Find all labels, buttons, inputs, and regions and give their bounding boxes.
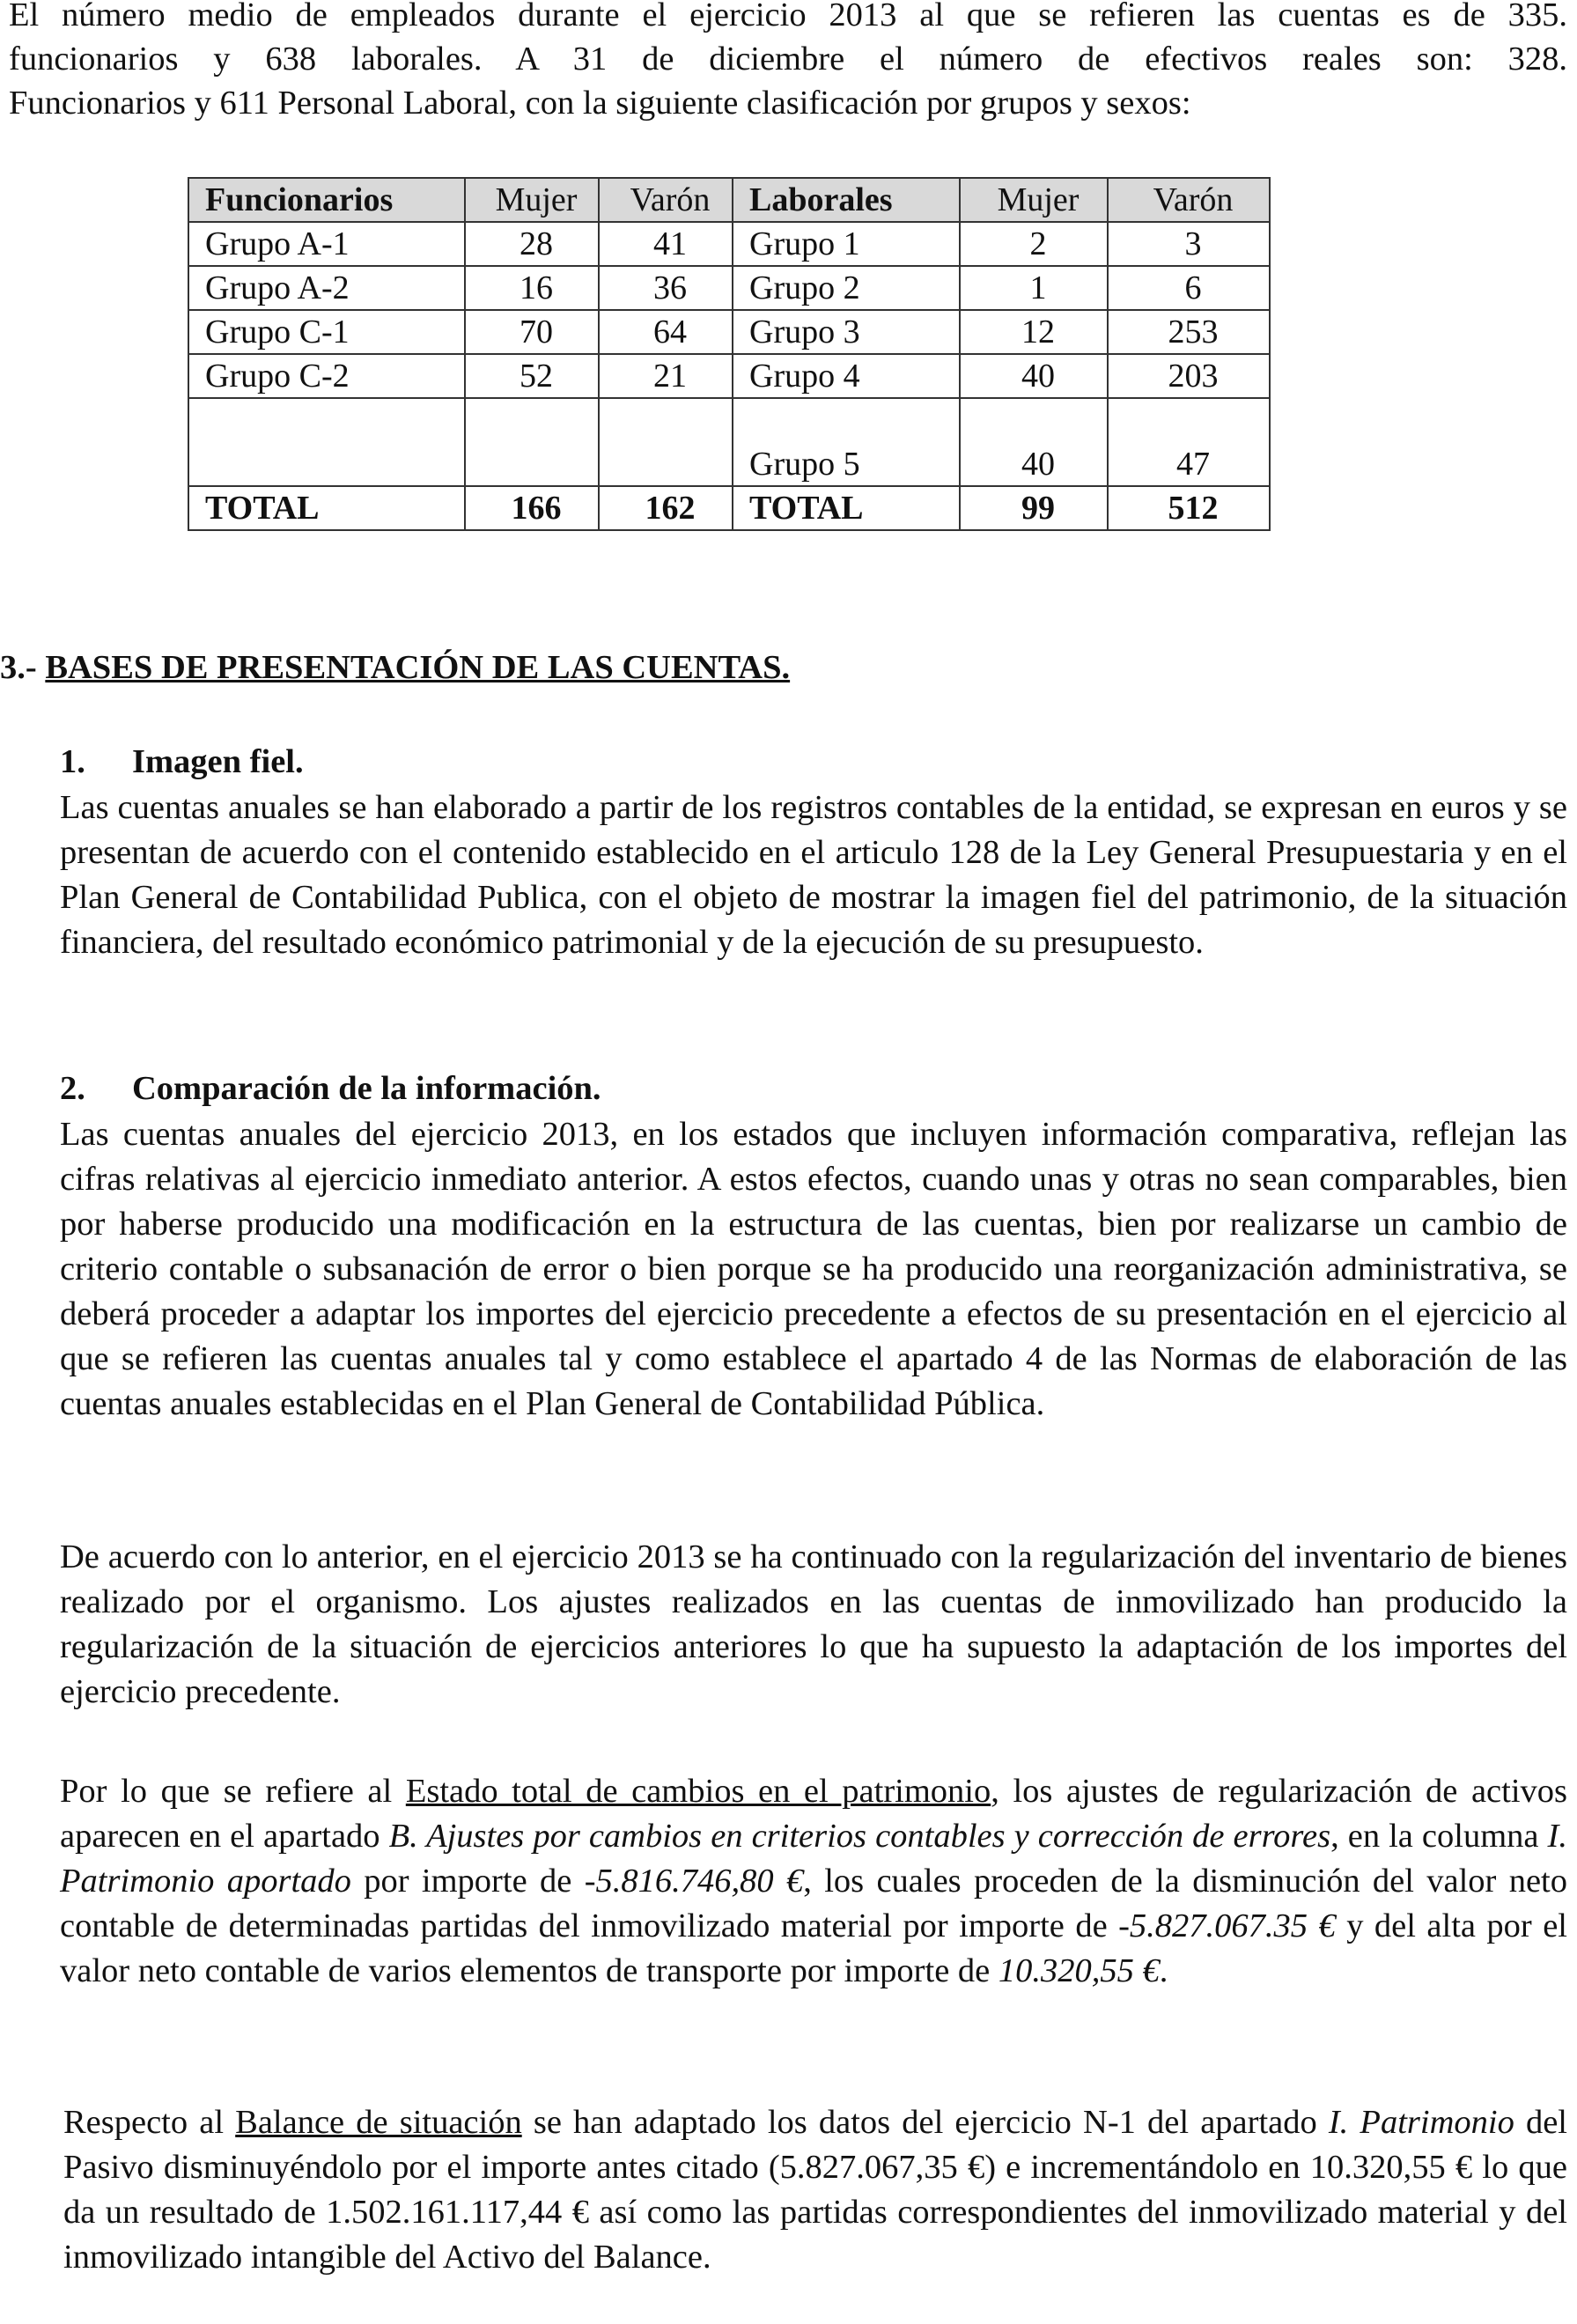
table-cell: 253 <box>1108 310 1270 354</box>
col-header-funcionarios: Funcionarios <box>188 178 465 222</box>
intro-line-3: Funcionarios y 611 Personal Laboral, con la siguiente clasificación por grupos y sexos: <box>9 85 1191 122</box>
text-run: , los cuales proceden de la disminución del valor neto contable de determinadas partidas del inmovilizado material por importe de <box>60 1863 1568 1944</box>
table-cell: 2 <box>960 222 1108 266</box>
table-cell: 12 <box>960 310 1108 354</box>
table-cell <box>1108 398 1270 443</box>
table-cell: 28 <box>465 222 599 266</box>
text-run: , en la columna <box>1330 1818 1548 1855</box>
text-run: , los ajustes de regularización de activos aparecen en el apartado <box>60 1773 1567 1855</box>
table-cell <box>599 398 733 443</box>
table-cell <box>960 398 1108 443</box>
table-row-blank <box>188 398 1270 443</box>
table-cell: 203 <box>1108 354 1270 398</box>
subsection-number: 1. <box>60 743 85 780</box>
text-run: Por lo que se refiere al <box>60 1773 406 1810</box>
table-cell: 3 <box>1108 222 1270 266</box>
paragraph-estado-cambios <box>60 1769 1567 1994</box>
table-cell: 512 <box>1108 486 1270 530</box>
text-run: Respecto al <box>63 2104 236 2141</box>
intro-line-1: El número medio de empleados durante el ejercicio 2013 al que se refieren las cuentas es de 335. <box>9 0 1567 33</box>
table-cell: Grupo 5 <box>733 443 960 486</box>
reference-balance: Balance de situación <box>235 2104 522 2141</box>
table-cell: Grupo C-2 <box>188 354 465 398</box>
italic-run: I. Patrimonio aportado <box>60 1818 1567 1900</box>
section-heading <box>0 646 790 690</box>
table-cell: 16 <box>465 266 599 310</box>
table-cell: 40 <box>960 354 1108 398</box>
col-header-laborales: Laborales <box>733 178 960 222</box>
paragraph-comparacion: Las cuentas anuales del ejercicio 2013, en los estados que incluyen información comparativa, reflejan las cifras relativas al ejercicio inmediato anterior. A estos efectos, cuando unas y otras no sean comparables, bien por haberse producido una modificación en la estructura de las cuentas, bien por realizarse un cambio de criterio contable o subsanación de error o bien porque se ha producido una reorganización administrativa, se deberá proceder a adaptar los importes del ejercicio precedente a efectos de su presentación en el ejercicio al que se refieren las cuentas anuales tal y como establece el apartado 4 de las Normas de elaboración de las cuentas anuales establecidas en el Plan General de Contabilidad Pública. <box>60 1116 1567 1422</box>
col-header-varon-func: Varón <box>599 178 733 222</box>
reference-estado-cambios: Estado total de cambios en el patrimonio <box>405 1773 991 1810</box>
table-cell: Grupo 2 <box>733 266 960 310</box>
table-cell: 41 <box>599 222 733 266</box>
italic-run: -5.816.746,80 € <box>584 1863 804 1900</box>
text-run: . <box>1159 1952 1168 1989</box>
section-title: BASES DE PRESENTACIÓN DE LAS CUENTAS. <box>45 649 791 686</box>
staff-table <box>188 177 1271 531</box>
table-cell: 64 <box>599 310 733 354</box>
subsection-title: Comparación de la información. <box>132 1070 601 1107</box>
italic-run: 10.320,55 € <box>998 1952 1160 1989</box>
table-cell: 47 <box>1108 443 1270 486</box>
paragraph-balance <box>63 2100 1567 2280</box>
text-run: por importe de <box>350 1863 585 1900</box>
table-cell: 99 <box>960 486 1108 530</box>
table-cell <box>188 443 465 486</box>
table-cell: 36 <box>599 266 733 310</box>
table-row <box>188 443 1270 486</box>
table-cell <box>188 398 465 443</box>
table-cell: Grupo 4 <box>733 354 960 398</box>
table-cell: Grupo 3 <box>733 310 960 354</box>
table-row <box>188 310 1270 354</box>
italic-run: -5.827.067.35 € <box>1118 1907 1336 1944</box>
subsection-heading-1 <box>60 740 304 785</box>
table-row <box>188 354 1270 398</box>
section-number: 3.- <box>0 649 37 686</box>
table-cell: Grupo 1 <box>733 222 960 266</box>
col-header-mujer-func: Mujer <box>465 178 599 222</box>
italic-run: B. Ajustes por cambios en criterios contables y corrección de errores <box>388 1818 1331 1855</box>
intro-line-2: funcionarios y 638 laborales. A 31 de diciembre el número de efectivos reales son: 328. <box>9 41 1567 77</box>
table-row <box>188 266 1270 310</box>
italic-run: I. Patrimonio <box>1328 2104 1514 2141</box>
col-header-varon-lab: Varón <box>1108 178 1270 222</box>
text-run: del Pasivo disminuyéndolo por el importe antes citado (5.827.067,35 €) e incrementándolo en 10.320,55 € lo que da un resultado de 1.502.161.117,44 € así como las partidas correspondientes del inmovilizado material y del inmovilizado intangible del Activo del Balance. <box>63 2104 1567 2276</box>
table-cell <box>465 443 599 486</box>
table-cell: 166 <box>465 486 599 530</box>
table-cell: Grupo C-1 <box>188 310 465 354</box>
table-cell: Grupo A-1 <box>188 222 465 266</box>
table-row <box>188 222 1270 266</box>
table-cell: 21 <box>599 354 733 398</box>
paragraph-regularizacion: De acuerdo con lo anterior, en el ejercicio 2013 se ha continuado con la regularización del inventario de bienes realizado por el organismo. Los ajustes realizados en las cuentas de inmovilizado han producido la regularización de la situación de ejercicios anteriores lo que ha supuesto la adaptación de los importes del ejercicio precedente. <box>60 1538 1567 1710</box>
table-cell <box>465 398 599 443</box>
text-run: y del alta por el valor neto contable de varios elementos de transporte por importe de <box>60 1907 1567 1989</box>
subsection-heading-2 <box>60 1066 601 1111</box>
table-cell: 6 <box>1108 266 1270 310</box>
subsection-number: 2. <box>60 1070 85 1107</box>
text-run: se han adaptado los datos del ejercicio N-1 del apartado <box>521 2104 1329 2141</box>
table-cell: 52 <box>465 354 599 398</box>
table-cell: TOTAL <box>733 486 960 530</box>
intro-paragraph <box>9 0 1567 125</box>
table-cell: 70 <box>465 310 599 354</box>
table-cell: 162 <box>599 486 733 530</box>
subsection-title: Imagen fiel. <box>132 743 304 780</box>
table-cell: 1 <box>960 266 1108 310</box>
table-cell <box>733 398 960 443</box>
table-cell <box>599 443 733 486</box>
col-header-mujer-lab: Mujer <box>960 178 1108 222</box>
staff-table-header <box>188 178 1270 222</box>
table-cell: Grupo A-2 <box>188 266 465 310</box>
table-total-row <box>188 486 1270 530</box>
table-cell: 40 <box>960 443 1108 486</box>
table-cell: TOTAL <box>188 486 465 530</box>
paragraph-imagen-fiel: Las cuentas anuales se han elaborado a partir de los registros contables de la entidad, se expresan en euros y se presentan de acuerdo con el contenido establecido en el articulo 128 de la Ley General Presupuestaria y en el Plan General de Contabilidad Publica, con el objeto de mostrar la imagen fiel del patrimonio, de la situación financiera, del resultado económico patrimonial y de la ejecución de su presupuesto. <box>60 789 1567 961</box>
